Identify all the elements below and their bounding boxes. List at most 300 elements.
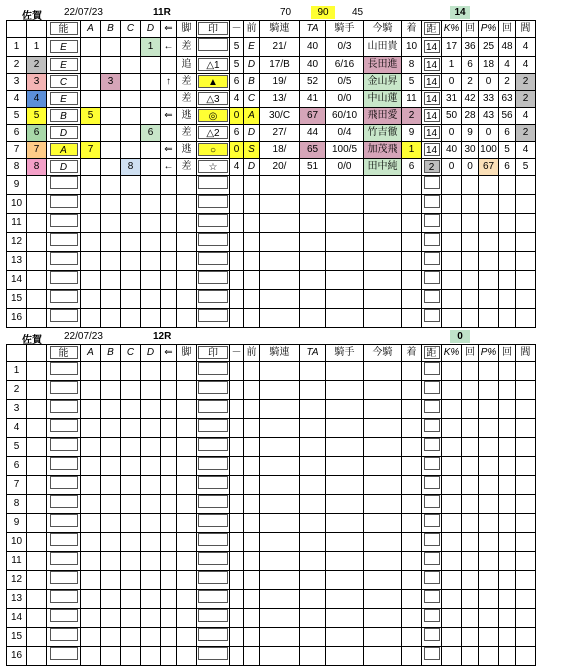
empty-cell	[47, 214, 81, 233]
prediction-mark	[198, 252, 228, 265]
empty-cell	[300, 457, 326, 476]
empty-cell	[479, 419, 499, 438]
empty-cell	[121, 419, 141, 438]
empty-cell	[516, 476, 536, 495]
prev-grade: E	[244, 38, 260, 57]
race-date: 22/07/23	[64, 331, 103, 342]
column-header: 回	[462, 345, 479, 362]
table-row[interactable]	[7, 195, 536, 214]
table-row[interactable]	[7, 57, 536, 74]
column-header: B	[101, 345, 121, 362]
empty-cell	[260, 419, 300, 438]
empty-cell	[499, 571, 516, 590]
empty-cell	[442, 233, 462, 252]
gap-value: 2	[516, 91, 536, 108]
empty-cell	[326, 628, 364, 647]
prediction-mark	[198, 438, 228, 451]
gap-value: 2	[516, 125, 536, 142]
empty-cell	[442, 309, 462, 328]
ability-cell	[47, 74, 81, 91]
empty-cell	[121, 514, 141, 533]
table-row[interactable]	[7, 309, 536, 328]
empty-cell	[300, 571, 326, 590]
empty-cell	[300, 438, 326, 457]
ability-cell	[47, 159, 81, 176]
empty-cell	[442, 419, 462, 438]
empty-cell	[177, 176, 197, 195]
empty-cell	[27, 438, 47, 457]
empty-cell	[462, 647, 479, 666]
prediction-mark	[198, 571, 228, 584]
empty-cell	[27, 514, 47, 533]
empty-cell	[101, 233, 121, 252]
empty-cell	[27, 309, 47, 328]
empty-cell	[442, 381, 462, 400]
empty-cell	[479, 233, 499, 252]
empty-cell	[141, 176, 161, 195]
table-row[interactable]	[7, 290, 536, 309]
col-b	[101, 142, 121, 159]
empty-cell	[81, 438, 101, 457]
empty-cell	[300, 271, 326, 290]
column-header	[422, 345, 442, 362]
empty-cell	[141, 533, 161, 552]
empty-cell	[479, 457, 499, 476]
empty-cell	[300, 362, 326, 381]
empty-cell	[402, 233, 422, 252]
empty-cell	[402, 400, 422, 419]
empty-cell	[260, 214, 300, 233]
table-row[interactable]	[7, 233, 536, 252]
column-header: －	[230, 21, 244, 38]
col-c	[121, 57, 141, 74]
empty-cell	[230, 290, 244, 309]
ability-grade	[50, 514, 78, 527]
empty-cell	[121, 400, 141, 419]
empty-cell	[141, 647, 161, 666]
empty-cell	[244, 647, 260, 666]
empty-cell	[364, 457, 402, 476]
empty-cell	[101, 571, 121, 590]
empty-cell	[230, 309, 244, 328]
table-row[interactable]	[7, 571, 536, 590]
table-row[interactable]	[7, 647, 536, 666]
table-row[interactable]	[7, 142, 536, 159]
empty-cell	[300, 552, 326, 571]
current-jockey: 長田進	[364, 57, 402, 74]
empty-cell	[197, 252, 230, 271]
gate-num: 4	[230, 91, 244, 108]
empty-cell	[300, 195, 326, 214]
empty-cell	[177, 571, 197, 590]
table-row[interactable]	[7, 176, 536, 195]
ability-grade: A	[50, 143, 78, 156]
gap-value: 4	[516, 57, 536, 74]
distance-value: 14	[424, 40, 440, 53]
empty-cell	[422, 214, 442, 233]
empty-cell	[326, 195, 364, 214]
empty-cell	[422, 381, 442, 400]
jockey-combo: 27/	[260, 125, 300, 142]
ability-cell	[47, 125, 81, 142]
empty-cell	[141, 419, 161, 438]
gate-num: 6	[230, 74, 244, 91]
empty-cell	[260, 476, 300, 495]
col-b	[101, 91, 121, 108]
waku-number: 5	[27, 108, 47, 125]
distance-value	[424, 438, 440, 451]
table-row[interactable]	[7, 159, 536, 176]
arrow-cell: ⇐	[161, 108, 177, 125]
kyaku-style: 差	[177, 125, 197, 142]
ability-grade	[50, 400, 78, 413]
empty-cell	[230, 628, 244, 647]
empty-cell	[141, 495, 161, 514]
p-percent: 0	[479, 125, 499, 142]
distance-count-badge: 14	[450, 6, 470, 19]
empty-cell	[27, 290, 47, 309]
waku-number: 1	[27, 38, 47, 57]
ability-cell	[47, 38, 81, 57]
empty-cell	[402, 290, 422, 309]
empty-cell	[141, 271, 161, 290]
prediction-mark: △2	[198, 126, 228, 139]
empty-cell	[27, 233, 47, 252]
distance-value	[424, 176, 440, 189]
table-row[interactable]	[7, 74, 536, 91]
table-row[interactable]	[7, 271, 536, 290]
empty-cell	[499, 552, 516, 571]
prediction-mark	[198, 476, 228, 489]
ability-grade: D	[50, 126, 78, 139]
k-count: 0	[462, 159, 479, 176]
prediction-mark	[198, 233, 228, 246]
empty-cell	[81, 590, 101, 609]
empty-cell	[260, 195, 300, 214]
column-header	[47, 345, 81, 362]
empty-cell	[442, 400, 462, 419]
empty-cell	[462, 476, 479, 495]
empty-cell	[260, 552, 300, 571]
empty-cell	[27, 590, 47, 609]
row-number: 1	[7, 362, 27, 381]
empty-cell	[27, 252, 47, 271]
distance-value: 14	[424, 143, 440, 156]
col-a	[81, 91, 101, 108]
jockey-combo: 20/	[260, 159, 300, 176]
empty-cell	[300, 476, 326, 495]
table-row[interactable]	[7, 514, 536, 533]
waku-number: 6	[27, 125, 47, 142]
ability-grade	[50, 290, 78, 303]
empty-cell	[244, 571, 260, 590]
empty-cell	[422, 552, 442, 571]
row-number: 1	[7, 38, 27, 57]
empty-cell	[27, 571, 47, 590]
empty-cell	[81, 552, 101, 571]
empty-cell	[499, 176, 516, 195]
empty-cell	[479, 438, 499, 457]
table-row[interactable]	[7, 590, 536, 609]
distance-value	[424, 647, 440, 660]
table-row[interactable]	[7, 533, 536, 552]
k-count: 6	[462, 57, 479, 74]
table-row[interactable]	[7, 400, 536, 419]
empty-cell	[402, 495, 422, 514]
table-row[interactable]	[7, 125, 536, 142]
mark-cell	[197, 159, 230, 176]
empty-cell	[121, 309, 141, 328]
empty-cell	[244, 400, 260, 419]
empty-cell	[27, 195, 47, 214]
empty-cell	[326, 252, 364, 271]
finish-position: 5	[402, 74, 422, 91]
empty-cell	[402, 176, 422, 195]
prediction-mark	[198, 495, 228, 508]
row-number: 7	[7, 142, 27, 159]
row-number: 3	[7, 400, 27, 419]
jockey-record: 0/4	[326, 125, 364, 142]
empty-cell	[364, 628, 402, 647]
empty-cell	[47, 271, 81, 290]
p-count: 63	[499, 91, 516, 108]
empty-cell	[244, 438, 260, 457]
table-row[interactable]	[7, 108, 536, 125]
k-count: 36	[462, 38, 479, 57]
empty-cell	[442, 533, 462, 552]
empty-cell	[81, 271, 101, 290]
empty-cell	[230, 195, 244, 214]
empty-cell	[177, 438, 197, 457]
empty-cell	[422, 590, 442, 609]
empty-cell	[121, 533, 141, 552]
col-b: 3	[101, 74, 121, 91]
empty-cell	[442, 495, 462, 514]
empty-cell	[462, 609, 479, 628]
table-row[interactable]	[7, 91, 536, 108]
empty-cell	[177, 362, 197, 381]
empty-cell	[326, 647, 364, 666]
empty-cell	[499, 195, 516, 214]
p-count: 6	[499, 125, 516, 142]
distance-value	[424, 457, 440, 470]
table-row[interactable]	[7, 438, 536, 457]
table-row[interactable]	[7, 609, 536, 628]
empty-cell	[499, 476, 516, 495]
empty-cell	[197, 233, 230, 252]
empty-cell	[244, 495, 260, 514]
empty-cell	[244, 309, 260, 328]
empty-cell	[197, 290, 230, 309]
column-header: 騎連	[260, 21, 300, 38]
column-header-mark: 印	[198, 346, 228, 359]
empty-cell	[364, 381, 402, 400]
prev-grade: D	[244, 125, 260, 142]
row-number: 10	[7, 195, 27, 214]
p-percent: 100	[479, 142, 499, 159]
empty-cell	[326, 533, 364, 552]
col-b	[101, 38, 121, 57]
empty-cell	[141, 400, 161, 419]
column-header: 閻	[516, 21, 536, 38]
empty-cell	[197, 628, 230, 647]
empty-cell	[177, 552, 197, 571]
empty-cell	[516, 362, 536, 381]
empty-cell	[442, 609, 462, 628]
empty-cell	[244, 476, 260, 495]
prediction-mark	[198, 309, 228, 322]
empty-cell	[47, 628, 81, 647]
col-d	[141, 108, 161, 125]
empty-cell	[402, 438, 422, 457]
column-header: 閻	[516, 345, 536, 362]
mark-cell	[197, 125, 230, 142]
waku-number: 8	[27, 159, 47, 176]
empty-cell	[364, 271, 402, 290]
empty-cell	[364, 290, 402, 309]
empty-cell	[197, 457, 230, 476]
empty-cell	[101, 476, 121, 495]
arrow-cell: ⇐	[161, 142, 177, 159]
empty-cell	[121, 571, 141, 590]
table-row[interactable]	[7, 457, 536, 476]
gap-value: 2	[516, 74, 536, 91]
empty-cell	[402, 476, 422, 495]
gate-num: 0	[230, 108, 244, 125]
kyaku-style: 逃	[177, 108, 197, 125]
empty-cell	[197, 195, 230, 214]
row-number: 13	[7, 590, 27, 609]
empty-cell	[101, 647, 121, 666]
finish-position: 8	[402, 57, 422, 74]
empty-cell	[230, 400, 244, 419]
row-number: 3	[7, 74, 27, 91]
mark-cell	[197, 38, 230, 57]
empty-cell	[326, 214, 364, 233]
empty-cell	[326, 476, 364, 495]
empty-cell	[121, 252, 141, 271]
ta-score: 67	[300, 108, 326, 125]
empty-cell	[462, 214, 479, 233]
empty-cell	[499, 590, 516, 609]
empty-cell	[244, 609, 260, 628]
p-count: 4	[499, 57, 516, 74]
column-header-mark: 印	[198, 22, 228, 35]
p-percent: 0	[479, 74, 499, 91]
row-number: 12	[7, 571, 27, 590]
empty-cell	[141, 290, 161, 309]
ability-grade	[50, 419, 78, 432]
table-row[interactable]	[7, 476, 536, 495]
empty-cell	[499, 647, 516, 666]
empty-cell	[177, 290, 197, 309]
table-row[interactable]	[7, 38, 536, 57]
empty-cell	[479, 214, 499, 233]
distance-value	[424, 214, 440, 227]
empty-cell	[141, 552, 161, 571]
row-number: 6	[7, 125, 27, 142]
distance-value	[424, 552, 440, 565]
empty-cell	[244, 233, 260, 252]
empty-cell	[402, 457, 422, 476]
empty-cell	[161, 290, 177, 309]
col-a	[81, 159, 101, 176]
empty-cell	[177, 590, 197, 609]
table-row[interactable]	[7, 214, 536, 233]
col-c	[121, 74, 141, 91]
empty-cell	[516, 647, 536, 666]
empty-cell	[27, 533, 47, 552]
empty-cell	[499, 609, 516, 628]
empty-cell	[161, 400, 177, 419]
col-d	[141, 91, 161, 108]
empty-cell	[479, 533, 499, 552]
prediction-mark: △3	[198, 92, 228, 105]
col-d	[141, 74, 161, 91]
table-row[interactable]	[7, 381, 536, 400]
empty-cell	[197, 419, 230, 438]
k-percent: 0	[442, 125, 462, 142]
empty-cell	[27, 419, 47, 438]
empty-cell	[326, 590, 364, 609]
empty-cell	[161, 590, 177, 609]
jockey-combo: 19/	[260, 74, 300, 91]
table-row[interactable]	[7, 628, 536, 647]
column-header	[422, 21, 442, 38]
empty-cell	[300, 233, 326, 252]
table-row[interactable]	[7, 419, 536, 438]
empty-cell	[479, 647, 499, 666]
ability-grade: B	[50, 109, 78, 122]
column-header: 前	[244, 21, 260, 38]
column-header: 今騎	[364, 345, 402, 362]
empty-cell	[260, 457, 300, 476]
empty-cell	[47, 176, 81, 195]
table-row[interactable]	[7, 495, 536, 514]
empty-cell	[244, 590, 260, 609]
empty-cell	[244, 457, 260, 476]
prediction-mark	[198, 514, 228, 527]
empty-cell	[422, 457, 442, 476]
empty-cell	[27, 381, 47, 400]
col-a: 5	[81, 108, 101, 125]
table-row[interactable]	[7, 552, 536, 571]
empty-cell	[230, 571, 244, 590]
empty-cell	[230, 533, 244, 552]
k-percent: 50	[442, 108, 462, 125]
empty-cell	[141, 309, 161, 328]
arrow-cell: ←	[161, 159, 177, 176]
empty-cell	[177, 309, 197, 328]
empty-cell	[516, 419, 536, 438]
distance-value	[424, 419, 440, 432]
empty-cell	[402, 195, 422, 214]
empty-cell	[177, 514, 197, 533]
empty-cell	[27, 609, 47, 628]
empty-cell	[197, 214, 230, 233]
distance-value	[424, 252, 440, 265]
empty-cell	[462, 176, 479, 195]
empty-cell	[422, 195, 442, 214]
prediction-mark	[198, 628, 228, 641]
empty-cell	[101, 290, 121, 309]
table-row[interactable]	[7, 252, 536, 271]
table-row[interactable]	[7, 362, 536, 381]
empty-cell	[244, 533, 260, 552]
empty-cell	[161, 438, 177, 457]
empty-cell	[260, 438, 300, 457]
prediction-mark	[198, 419, 228, 432]
